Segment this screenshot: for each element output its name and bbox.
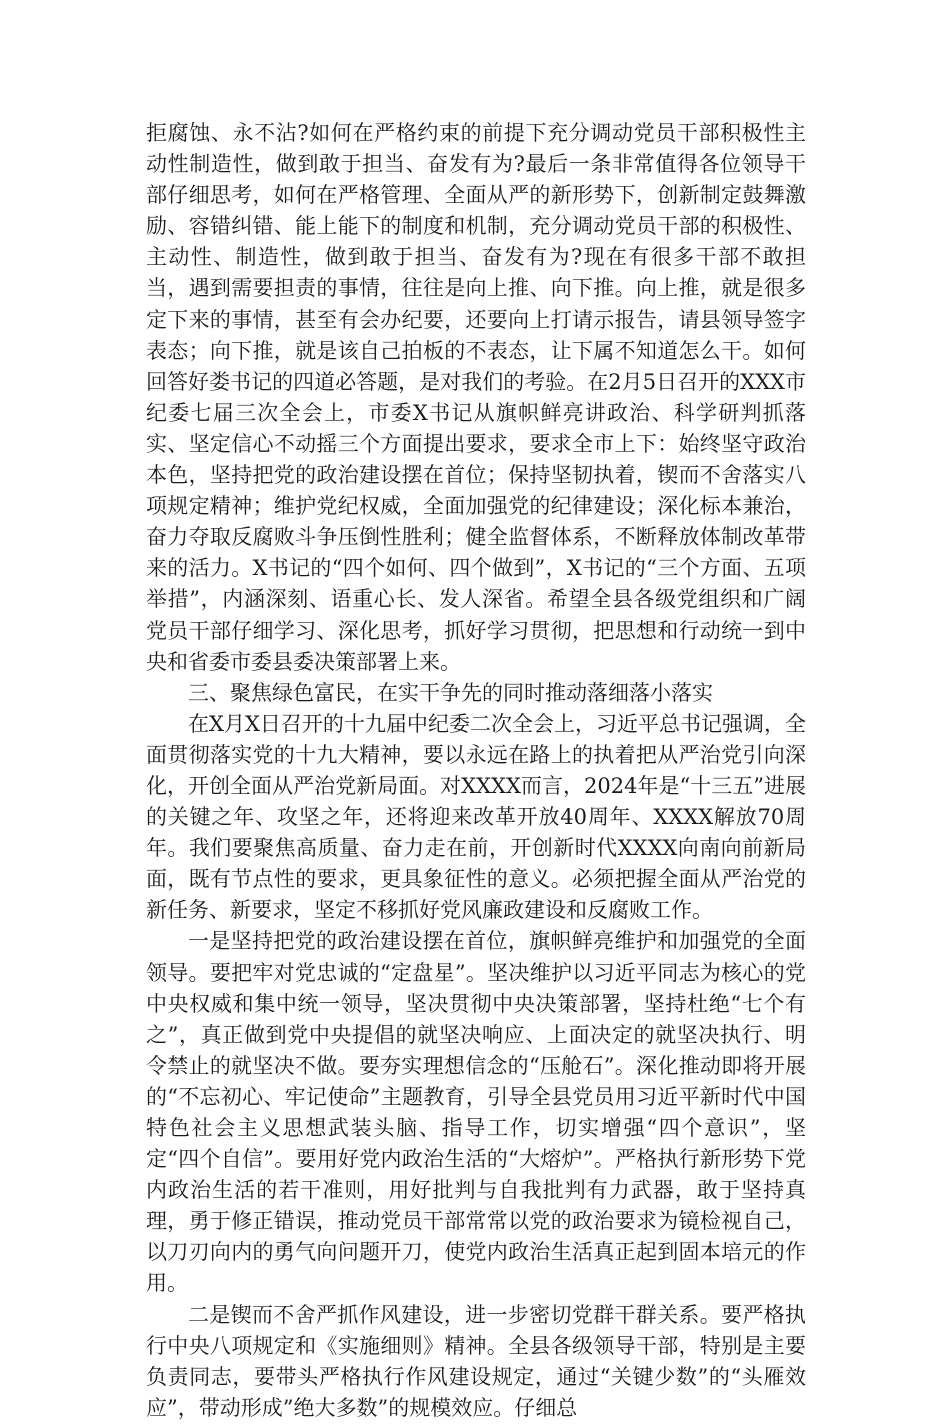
paragraph-point-two: 二是锲而不舍严抓作风建设，进一步密切党群干群关系。要严格执行中央八项规定和《实施细则》精神。全县各级领导干部，特别是主要负责同志，要带头严格执行作风建设规定，通过“关键少数”的“头雁效应”，带动形成”绝大多数”的规模效应。仔细总	[146, 1302, 806, 1420]
paragraph-section-intro: 在X月X日召开的十九届中纪委二次全会上，习近平总书记强调，全面贯彻落实党的十九大精神，要以永远在路上的执着把从严治党引向深化，开创全面从严治党新局面。对XXXX而言，2024年是“十三五”进展的关键之年、攻坚之年，还将迎来改革开放40周年、XXXX解放70周年。我们要聚焦高质量、奋力走在前，开创新时代XXXX向南向前新局面，既有节点性的要求，更具象征性的意义。必须把握全面从严治党的新任务、新要求，坚定不移抓好党风廉政建设和反腐败工作。	[146, 711, 806, 923]
section-heading-3: 三、聚焦绿色富民，在实干争先的同时推动落细落小落实	[188, 680, 713, 705]
document-page	[146, 118, 806, 1424]
paragraph-point-one: 一是坚持把党的政治建设摆在首位，旗帜鲜亮维护和加强党的全面领导。要把牢对党忠诚的“定盘星”。坚决维护以习近平同志为核心的党中央权威和集中统一领导，坚决贯彻中央决策部署，坚持杜绝“七个有之”，真正做到党中央提倡的就坚决响应、上面决定的就坚决执行、明令禁止的就坚决不做。要夯实理想信念的“压舱石”。深化推动即将开展的“不忘初心、牢记使命”主题教育，引导全县党员用习近平新时代中国特色社会主义思想武装头脑、指导工作，切实增强“四个意识”，坚定“四个自信”。要用好党内政治生活的“大熔炉”。严格执行新形势下党内政治生活的若干准则，用好批判与自我批判有力武器，敢于坚持真理，勇于修正错误，推动党员干部常常以党的政治要求为镜检视自己，以刀刃向内的勇气向问题开刀，使党内政治生活真正起到固本培元的作用。	[146, 929, 806, 1296]
paragraph-continued: 拒腐蚀、永不沾?如何在严格约束的前提下充分调动党员干部积极性主动性制造性，做到敢于担当、奋发有为?最后一条非常值得各位领导干部仔细思考，如何在严格管理、全面从严的新形势下，创新制定鼓舞激励、容错纠错、能上能下的制度和机制，充分调动党员干部的积极性、主动性、制造性，做到敢于担当、奋发有为?现在有很多干部不敢担当，遇到需要担责的事情，往往是向上推、向下推。向上推，就是很多定下来的事情，甚至有会办纪要，还要向上打请示报告，请县领导签字表态；向下推，就是该自己拍板的不表态，让下属不知道怎么干。如何回答好娄书记的四道必答题，是对我们的考验。在2月5日召开的XXX市纪委七届三次全会上，市委X书记从旗帜鲜亮讲政治、科学研判抓落实、坚定信心不动摇三个方面提出要求，要求全市上下：始终坚守政治本色，坚持把党的政治建设摆在首位；保持坚韧执着，锲而不舍落实八项规定精神；维护党纪权威，全面加强党的纪律建设；深化标本兼治，奋力夺取反腐败斗争压倒性胜利；健全监督体系，不断释放体制改革带来的活力。X书记的“四个如何、四个做到”，X书记的“三个方面、五项举措”，内涵深刻、语重心长、发人深省。希望全县各级党组织和广阔党员干部仔细学习、深化思考，抓好学习贯彻，把思想和行动统一到中央和省委市委县委决策部署上来。	[146, 121, 806, 674]
